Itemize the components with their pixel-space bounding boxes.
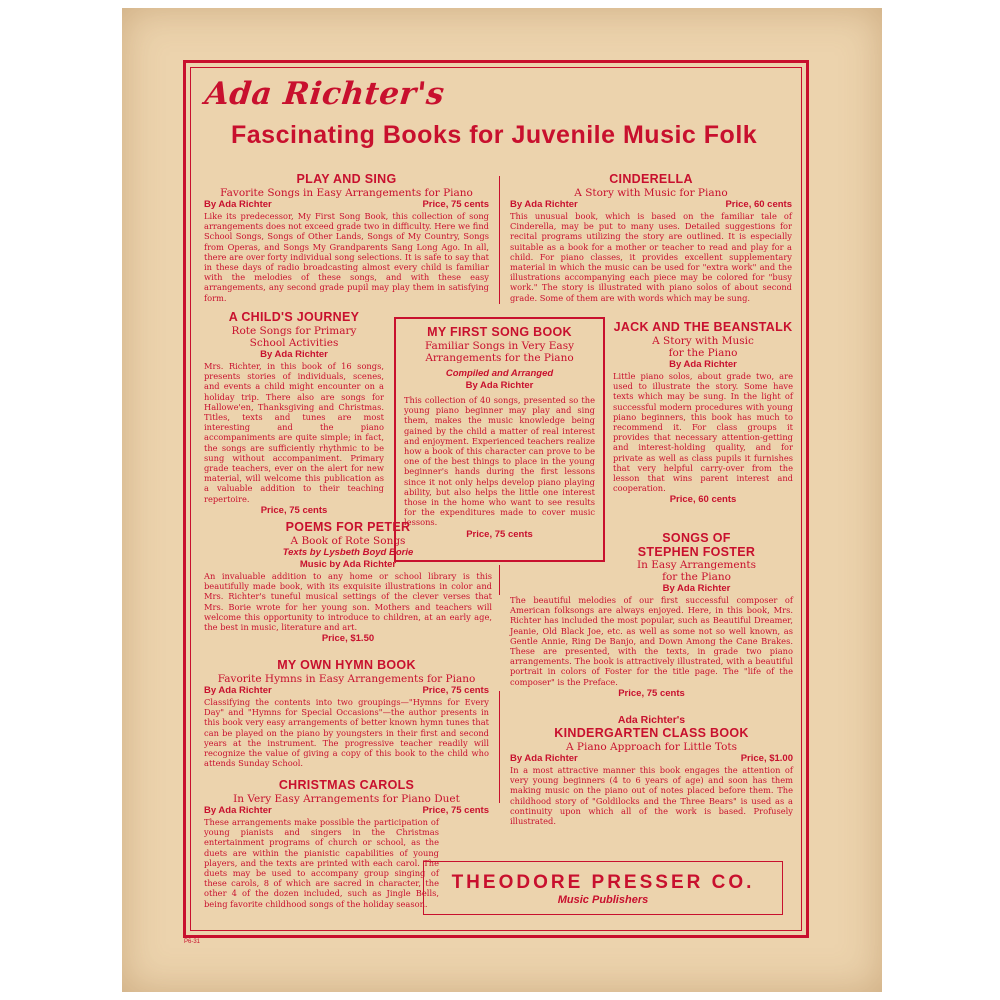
book-author: By Ada Richter [669, 359, 737, 370]
book-author: By Ada Richter [204, 805, 272, 816]
book-title: MY FIRST SONG BOOK [427, 325, 572, 339]
book-price: Price, 75 cents [422, 199, 489, 210]
kindergarten-section [510, 714, 793, 826]
book-title: JACK AND THE BEANSTALK [613, 320, 793, 334]
book-description: Little piano solos, about grade two, are used to illustrate the story. Some have texts which may be sung. In the light of successful modern procedures with young piano beginners, this book has much to recommend it. For class groups it provides that necessary attention-getting and interest-holding quality, and for private as well as class pupils it furnishes that very helpful carry-over from the lesson that wins parent interest and cooperation. [613, 371, 793, 494]
book-subtitle: Favorite Hymns in Easy Arrangements for Piano [217, 673, 476, 685]
text-credit: Texts by Lysbeth Boyd Borie [282, 547, 414, 558]
book-author: By Ada Richter [204, 199, 272, 210]
book-price: Price, 75 cents [466, 528, 533, 540]
book-price: Price, 75 cents [260, 504, 328, 516]
book-description: This collection of 40 songs, presented so the young piano beginner may play and sing them, makes the music knowledge being gained by the child a matter of real interest and enjoyment. Experienced teachers realize how a book of this character can prove to be one of the best things to place in the young beginner's hands during the first lessons since it not only helps develop piano playing ability, but also helps the little one interest those in the home who want to see results for the expenditures made to cover music lessons. [404, 395, 595, 528]
book-subtitle: School Activities [249, 337, 339, 349]
book-subtitle: for the Piano [662, 571, 731, 583]
book-title: PLAY AND SING [296, 172, 397, 186]
book-subtitle: Favorite Songs in Easy Arrangements for Piano [220, 187, 473, 199]
book-author: By Ada Richter [510, 199, 578, 210]
catalog-code: P6-31 [184, 939, 201, 945]
book-title: STEPHEN FOSTER [637, 545, 756, 559]
book-title: MY OWN HYMN BOOK [277, 658, 416, 672]
book-author: By Ada Richter [662, 583, 731, 594]
book-description: An invaluable addition to any home or school library is this beautifully made book, with its exquisite illustrations in color and Mrs. Richter's tuneful musical settings of the clever verses that Mrs. Borie wrote for her young son. Mothers and teachers will welcome this opportunity to introduce to children, at an early age, the best in music, literature and art. [204, 571, 492, 633]
book-subtitle: A Piano Approach for Little Tots [566, 741, 737, 753]
main-title: Fascinating Books for Juvenile Music Folk [231, 121, 758, 149]
book-description: The beautiful melodies of our first successful composer of American folksongs are always enjoyed. Here, in this book, Mrs. Richter has included the most popular, such as Beautiful Dreamer, Jeanie, Old Black Joe, etc. as well as some not so well known, as Gentle Annie, Ring De Banjo, and Down Among the Cane Brakes. These are presented, with the texts, in grade two piano arrangements. The book is attractively illustrated, with a beautiful portrait in colors of Foster for the title page. The "life of the composer" is the Preface. [510, 595, 793, 687]
poems-for-peter-section [204, 520, 492, 646]
book-subtitle: In Easy Arrangements [637, 559, 756, 571]
book-price: Price, 60 cents [725, 199, 792, 210]
beanstalk-section [613, 320, 793, 507]
book-title: POEMS FOR PETER [285, 520, 411, 534]
book-author: Music by Ada Richter [299, 559, 397, 570]
book-title: SONGS OF [662, 531, 731, 545]
cinderella-section [510, 172, 792, 303]
book-subtitle: A Story with Music for Piano [574, 187, 728, 199]
book-description: These arrangements make possible the participation of young pianists and singers in the Christmas entertainment programs of church or school, as the duets are within the pianistic capabilities of young players, and the texts are printed with each carol. The duets may be used to accompany group singing of these carols, 8 of which are sacred in character, the other 4 of the dozen included, such as Jingle Bells, being favorite childhood songs of the holiday season. [204, 817, 439, 909]
column-divider-mid [499, 565, 500, 595]
childs-journey-section [204, 310, 384, 518]
column-divider-top [499, 176, 500, 304]
book-subtitle: Arrangements for the Piano [425, 352, 574, 364]
book-subtitle: Familiar Songs in Very Easy [424, 340, 575, 352]
book-pre-title: Ada Richter's [617, 714, 686, 726]
book-author: By Ada Richter [204, 685, 272, 696]
book-author: By Ada Richter [260, 349, 328, 360]
book-title: CINDERELLA [609, 172, 693, 186]
book-title: CHRISTMAS CAROLS [278, 778, 415, 792]
book-price: Price, 75 cents [618, 687, 685, 699]
book-subtitle: for the Piano [668, 347, 738, 359]
book-subtitle: In Very Easy Arrangements for Piano Duet [233, 793, 460, 805]
compiled-credit: Compiled and Arranged [445, 368, 554, 379]
script-title: Ada Richter's [203, 76, 447, 112]
book-description: This unusual book, which is based on the familiar tale of Cinderella, may be put to many uses. Detailed suggestions for recital programs utilizing the story are outlined. It is especially suitable as a book for a mother or teacher to read and play for a child. For piano classes, it provides excellent supplementary material in which the music can be used for "extra work" and the illustrations accompanying each piece may be colored for "busy work." The story is illustrated with piano solos of about second grade. Some of them are with words which may be sung. [510, 211, 792, 303]
book-price: Price, $1.50 [321, 633, 375, 645]
book-subtitle: A Book of Rote Songs [290, 535, 406, 547]
first-song-book-section [404, 325, 595, 542]
book-description: Like its predecessor, My First Song Book, this collection of song arrangements does not exceed grade two in difficulty. Here we find School Songs, Songs of Other Lands, Songs of My Country, Songs from Operas, and Songs My Grandparents Sang Long Ago. In all, there are over forty individual song selections. It is safe to say that in these days of radio broadcasting almost every child is familiar with the melodies of these songs, and with these easy arrangements, any second grade pupil may play them in satisfying form. [204, 211, 489, 303]
book-author: By Ada Richter [510, 753, 578, 764]
book-subtitle: A Story with Music [652, 335, 754, 347]
publisher-block [423, 861, 783, 915]
publisher-subtitle: Music Publishers [557, 894, 649, 906]
book-description: Mrs. Richter, in this book of 16 songs, presents stories of individuals, scenes, and events a child might encounter on a holiday trip. There also are songs for Hallowe'en, Thanksgiving and Christmas. Titles, texts and tunes are most interesting and the piano accompaniments are quite simple; in fact, the songs are sufficiently rhythmic to be sung without accompaniment. Primary grade teachers, ever on the alert for new material, will welcome this publication as a valuable addition to their teaching repertoire. [204, 361, 384, 504]
play-and-sing-section [204, 172, 489, 303]
book-price: Price, $1.00 [740, 753, 793, 764]
hymn-book-section [204, 658, 489, 768]
book-title: KINDERGARTEN CLASS BOOK [554, 726, 749, 740]
book-subtitle: Rote Songs for Primary [231, 325, 357, 337]
stephen-foster-section [510, 531, 793, 701]
column-divider-low [499, 691, 500, 803]
book-author: By Ada Richter [465, 380, 534, 391]
book-description: In a most attractive manner this book engages the attention of very young beginners (4 to 6 years of age) and soon has them making music on the piano out of notes placed before them. The childhood story of "Goldilocks and the Three Bears" is used as a continuity upon which all of the work is based. Profusely illustrated. [510, 765, 793, 827]
book-price: Price, 75 cents [422, 685, 489, 696]
book-price: Price, 60 cents [669, 494, 737, 506]
book-title: A CHILD'S JOURNEY [228, 310, 360, 324]
publisher-name: THEODORE PRESSER CO. [451, 872, 755, 893]
book-description: Classifying the contents into two groupings—"Hymns for Every Day" and "Hymns for Special Occasions"—the author presents in this book very easy arrangements of better known hymn tunes that can be played on the piano by youngsters in their first and second years at the instrument. The progressive teacher readily will recognize the value of giving a copy of this book to the child who attends Sunday School. [204, 697, 489, 769]
book-price: Price, 75 cents [422, 805, 489, 816]
